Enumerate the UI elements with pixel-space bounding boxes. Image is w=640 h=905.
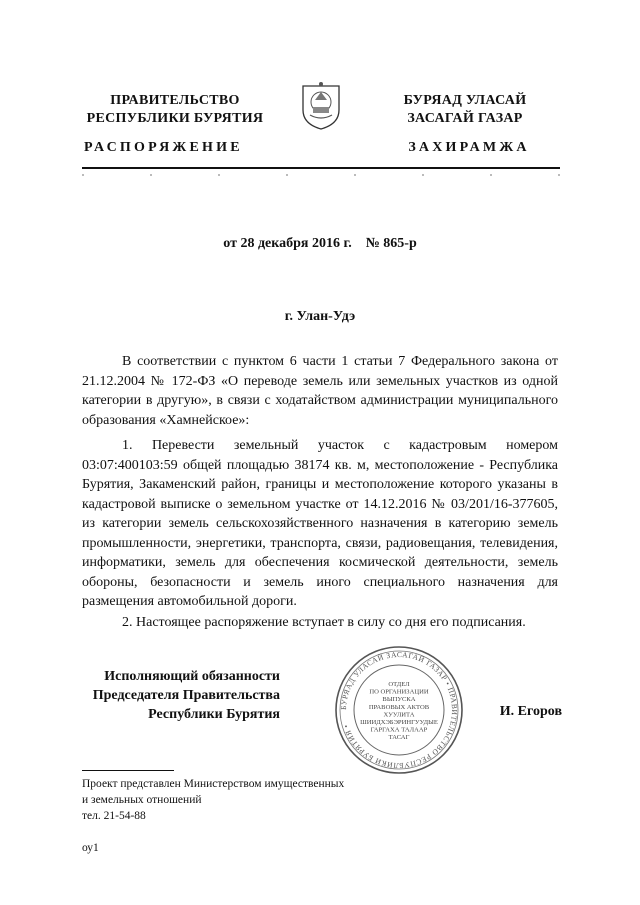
footer-line3: тел. 21-54-88 <box>82 810 146 822</box>
item2-paragraph <box>82 613 558 633</box>
emblem-icon <box>300 80 342 130</box>
signatory-title <box>82 667 280 724</box>
header-left-line2: РЕСПУБЛИКИ БУРЯТИЯ <box>86 111 264 126</box>
doc-type-left: РАСПОРЯЖЕНИЕ <box>84 140 243 155</box>
seal-inner-line: ШИИДХЭБЭРИНГУУДЫЕ <box>360 719 438 726</box>
item2-text: 2. Настоящее распоряжение вступает в силу со дня его подписания. <box>122 615 526 630</box>
signatory-title-line3: Республики Бурятия <box>148 707 280 722</box>
header-dotted-line <box>82 172 560 180</box>
signatory-name: И. Егоров <box>499 704 562 719</box>
signatory-title-line1: Исполняющий обязанности <box>104 669 280 684</box>
footer-rule <box>82 770 174 771</box>
seal-inner-line: ОТДЕЛ <box>388 681 410 688</box>
header-left <box>80 92 270 128</box>
preamble-paragraph <box>82 352 558 430</box>
header-right <box>370 92 560 128</box>
header-rule <box>82 167 560 169</box>
footer-line1: Проект представлен Министерством имущественных <box>82 778 345 790</box>
date-number: от 28 декабря 2016 г. № 865-р <box>223 236 417 251</box>
footer-line2: и земельных отношений <box>82 794 202 806</box>
doc-type-right: ЗАХИРАМЖА <box>408 140 530 155</box>
header-left-line1: ПРАВИТЕЛЬСТВО <box>110 93 240 108</box>
seal-inner-line: ХУУЛИТА <box>383 711 415 719</box>
footer-note <box>82 776 442 824</box>
seal-inner-line: ПО ОРГАНИЗАЦИИ <box>369 688 429 696</box>
item1-text: 1. Перевести земельный участок с кадастровым номером 03:07:400103:59 общей площадью 38174 кв. м, местоположение - Республика Бурятия, Закаменский район, границы и местоположение которого указаны в кадастровой выписке о земельном участке от 14.12.2016 № 03/201/16-377605, из категории земель сельскохозяйственного назначения в категорию земель промышленности, энергетики, транспорта, связи, радиовещания, телевидения, информатики, земель для обеспечения космической деятельности, земель обороны, безопасности и земель иного специального назначения для размещения автомобильной дороги. <box>82 438 558 609</box>
official-seal <box>333 644 465 776</box>
seal-inner-line: ТАСАГ <box>388 734 410 742</box>
header-right-line1: БУРЯАД УЛАСАЙ <box>403 93 527 108</box>
document-code: оу1 <box>82 842 99 854</box>
signatory-title-line2: Председателя Правительства <box>92 688 280 703</box>
seal-inner-line: ГАРГАХА ТАЛААР <box>370 726 428 734</box>
city: г. Улан-Удэ <box>284 309 356 324</box>
header-right-line2: ЗАСАГАЙ ГАЗАР <box>407 111 523 126</box>
preamble-text: В соответствии с пунктом 6 части 1 статьи 7 Федерального закона от 21.12.2004 № 172-ФЗ «О переводе земель или земельных участков из одной категории в другую», в связи с ходатайством администрации муниципального образования «Хамнейское»: <box>82 354 558 428</box>
item1-paragraph <box>82 436 558 612</box>
seal-inner-line: ВЫПУСКА <box>382 696 416 704</box>
seal-inner-line: ПРАВОВЫХ АКТОВ <box>368 703 430 711</box>
seal-ring-text: БУРЯАД УЛАСАЙ ЗАСАГАЙ ГАЗАР • ПРАВИТЕЛЬСТВО РЕСПУБЛИКИ БУРЯТИЯ • <box>338 649 460 771</box>
